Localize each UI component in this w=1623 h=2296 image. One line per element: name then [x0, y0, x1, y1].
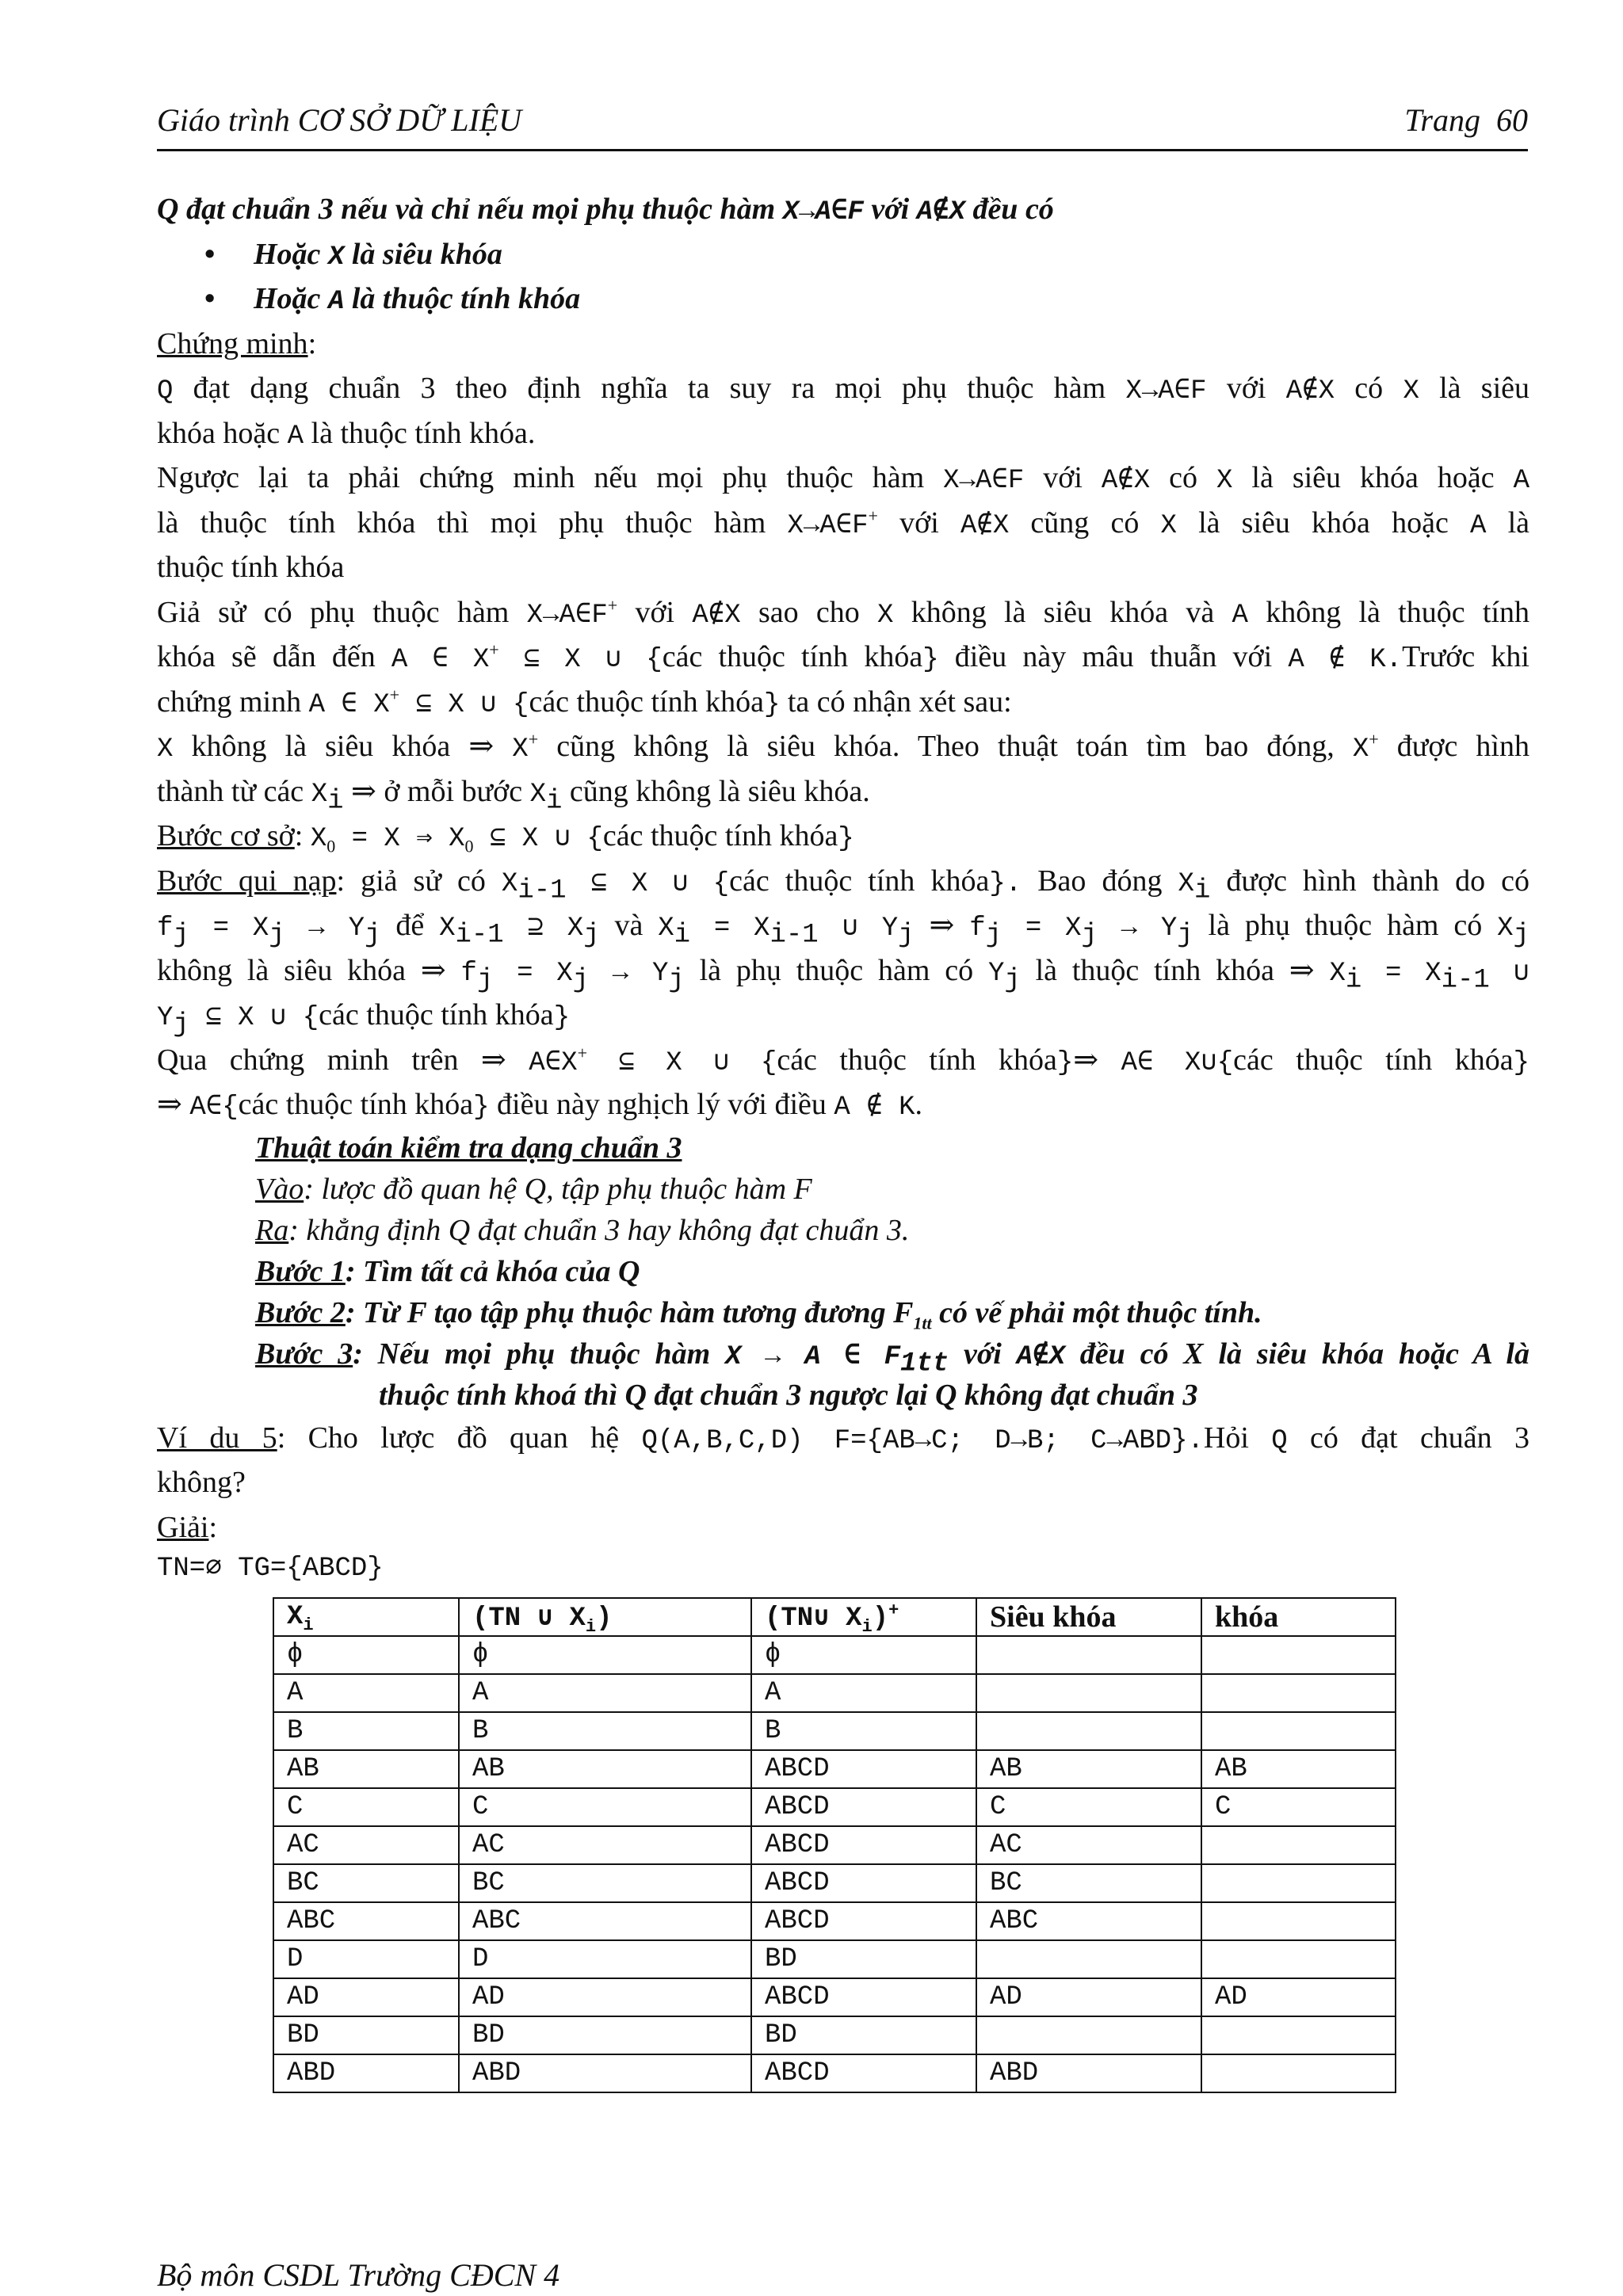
proof-heading: Chứng minh:: [157, 326, 317, 360]
paragraph-line: thành từ các $X_i$ ⇒ ở mỗi bước $X_i$ cũng không là siêu khóa.: [157, 774, 870, 817]
bullet-icon: •: [204, 237, 216, 271]
col-header: khóa: [1201, 1598, 1396, 1636]
page-footer: Bộ môn CSDL Trường CĐCN 4: [157, 2257, 560, 2293]
table-cell: C: [273, 1788, 459, 1826]
table-cell: [1201, 1636, 1396, 1674]
table-cell: B: [459, 1712, 751, 1750]
table-cell: AB: [1201, 1750, 1396, 1788]
table-cell: BC: [976, 1864, 1201, 1902]
table-cell: AC: [976, 1826, 1201, 1864]
table-cell: ABCD: [751, 1788, 976, 1826]
table-row: [273, 1712, 1396, 1750]
bullet-item: • Hoặc X là siêu khóa: [157, 232, 1529, 277]
col-header: (TN ∪ $X_i$): [459, 1598, 751, 1636]
table-row: [273, 1940, 1396, 1978]
algorithm-step-2: Bước 2: Từ F tạo tập phụ thuộc hàm tương đương $F_{1tt}$ có vế phải một thuộc tính.: [255, 1295, 1262, 1333]
table-cell: B: [751, 1712, 976, 1750]
table-cell: AD: [459, 1978, 751, 2016]
table-cell: [1201, 1902, 1396, 1940]
table-cell: ABCD: [751, 1902, 976, 1940]
table-cell: ϕ: [273, 1636, 459, 1674]
page-header: [157, 101, 1528, 151]
table-row: [273, 1978, 1396, 2016]
table-cell: A: [751, 1674, 976, 1712]
paragraph-line: Ngược lại ta phải chứng minh nếu mọi phụ thuộc hàm X→A∈F với A∉X có X là siêu khóa hoặc A: [157, 461, 1529, 496]
table-row: [273, 1674, 1396, 1712]
table-cell: ABC: [976, 1902, 1201, 1940]
theorem-statement: Q đạt chuẩn 3 nếu và chỉ nếu mọi phụ thuộc hàm X→A∈F với A∉X đều có: [157, 193, 1054, 227]
algorithm-step-3-cont: thuộc tính khoá thì Q đạt chuẩn 3 ngược lại Q không đạt chuẩn 3: [379, 1378, 1198, 1412]
table-cell: C: [976, 1788, 1201, 1826]
table-cell: AC: [273, 1826, 459, 1864]
table-cell: ϕ: [459, 1636, 751, 1674]
table-cell: AC: [459, 1826, 751, 1864]
table-cell: [1201, 2016, 1396, 2054]
col-header: (TN∪ $X_i)^+$: [751, 1598, 976, 1636]
table-row: [273, 1636, 1396, 1674]
table-cell: [976, 1636, 1201, 1674]
tn-tg-line: TN=∅ TG={ABCD}: [157, 1554, 384, 1584]
algorithm-output: Ra: khẳng định Q đạt chuẩn 3 hay không đạt chuẩn 3.: [255, 1213, 910, 1247]
col-header: $X_i$: [273, 1598, 459, 1636]
solution-heading: Giải:: [157, 1510, 217, 1544]
table-row: [273, 1826, 1396, 1864]
table-cell: [1201, 1940, 1396, 1978]
table-cell: AB: [976, 1750, 1201, 1788]
table-cell: [976, 1712, 1201, 1750]
col-header: Siêu khóa: [976, 1598, 1201, 1636]
table-cell: ABD: [976, 2054, 1201, 2092]
table-cell: BD: [751, 2016, 976, 2054]
algorithm-step-3: Bước 3: Nếu mọi phụ thuộc hàm X → A ∈ $F_{1tt}$ với A∉X đều có X là siêu khóa hoặc A là: [255, 1337, 1529, 1375]
table-cell: [1201, 1674, 1396, 1712]
table-cell: C: [459, 1788, 751, 1826]
table-cell: [976, 2016, 1201, 2054]
induction-step: Bước qui nạp: giả sử có $X_{i-1}$ ⊆ X ∪ {các thuộc tính khóa}. Bao đóng $X_i$ được hình thành do có: [157, 864, 1529, 903]
algorithm-step-1: Bước 1: Tìm tất cả khóa của Q: [255, 1254, 640, 1288]
table-cell: ABCD: [751, 1826, 976, 1864]
table-cell: BC: [459, 1864, 751, 1902]
table-cell: [1201, 1864, 1396, 1902]
table-cell: BD: [459, 2016, 751, 2054]
paragraph-line: khóa sẽ dẫn đến A ∈ X+ ⊆ X ∪ {các thuộc tính khóa} điều này mâu thuẫn với A ∉ K.Trước khi: [157, 639, 1529, 675]
table-cell: [976, 1674, 1201, 1712]
table-cell: B: [273, 1712, 459, 1750]
example-line: Ví du 5: Cho lược đồ quan hệ Q(A,B,C,D) F={AB→C; D→B; C→ABD}.Hỏi Q có đạt chuẩn 3: [157, 1421, 1529, 1456]
paragraph-line: thuộc tính khóa: [157, 551, 345, 584]
algorithm-input: Vào: lược đồ quan hệ Q, tập phụ thuộc hàm F: [255, 1172, 812, 1206]
paragraph-line: $f_j = X_j \to Y_j$ để $X_{i-1}$ ⊇ $X_j$ và $X_i = X_{i-1}$ ∪ $Y_j$ ⇒ $f_j = X_j \to Y_j$ là phụ thuộc hàm có $X_j$: [157, 909, 1529, 948]
table-cell: [1201, 2054, 1396, 2092]
conclusion-line: ⇒ A∈{các thuộc tính khóa} điều này nghịch lý với điều A ∉ K.: [157, 1088, 922, 1123]
table-cell: AD: [976, 1978, 1201, 2016]
table-cell: BC: [273, 1864, 459, 1902]
table-cell: AB: [273, 1750, 459, 1788]
algorithm-title: Thuật toán kiểm tra dạng chuẩn 3: [255, 1131, 682, 1165]
table-cell: ABD: [459, 2054, 751, 2092]
paragraph-line: khóa hoặc A là thuộc tính khóa.: [157, 416, 536, 452]
paragraph-line: không là siêu khóa ⇒ $f_j = X_j \to Y_j$ là phụ thuộc hàm có $Y_j$ là thuộc tính khóa ⇒ $X_i = X_{i-1}$ ∪: [157, 953, 1529, 993]
table-cell: D: [459, 1940, 751, 1978]
table-header-row: [273, 1598, 1396, 1636]
table-row: [273, 2054, 1396, 2092]
table-cell: ABCD: [751, 1750, 976, 1788]
table-cell: AB: [459, 1750, 751, 1788]
table-cell: ABCD: [751, 1864, 976, 1902]
example-line: không?: [157, 1466, 246, 1499]
conclusion-line: Qua chứng minh trên ⇒ A∈X+ ⊆ X ∪ {các thuộc tính khóa}⇒ A∈ X∪{các thuộc tính khóa}: [157, 1042, 1529, 1078]
table-cell: [976, 1940, 1201, 1978]
bullet-item: • Hoặc A là thuộc tính khóa: [157, 277, 1529, 322]
header-title: Giáo trình CƠ SỞ DỮ LIỆU: [157, 102, 522, 138]
paragraph-line: Giả sử có phụ thuộc hàm X→A∈F+ với A∉X sao cho X không là siêu khóa và A không là thuộc tính: [157, 594, 1529, 631]
paragraph-line: Q đạt dạng chuẩn 3 theo định nghĩa ta suy ra mọi phụ thuộc hàm X→A∈F với A∉X có X là siêu: [157, 372, 1529, 406]
bullet-icon: •: [204, 282, 216, 315]
table-row: [273, 1788, 1396, 1826]
paragraph-line: là thuộc tính khóa thì mọi phụ thuộc hàm X→A∈F+ với A∉X cũng có X là siêu khóa hoặc A là: [157, 505, 1529, 541]
paragraph-line: chứng minh A ∈ X+ ⊆ X ∪ {các thuộc tính khóa} ta có nhận xét sau:: [157, 684, 1012, 720]
paragraph-line: X không là siêu khóa ⇒ X+ cũng không là siêu khóa. Theo thuật toán tìm bao đóng, X+ được hình: [157, 729, 1529, 765]
table-cell: [1201, 1826, 1396, 1864]
base-step: Bước cơ sở: $X_0 = X$ ⇒ $X_0$ ⊆ X ∪ {các thuộc tính khóa}: [157, 819, 854, 856]
table-cell: AD: [1201, 1978, 1396, 2016]
table-cell: BD: [273, 2016, 459, 2054]
table-row: [273, 2016, 1396, 2054]
table-cell: ABCD: [751, 1978, 976, 2016]
table-cell: D: [273, 1940, 459, 1978]
closure-table: [273, 1597, 1396, 2093]
table-cell: C: [1201, 1788, 1396, 1826]
table-row: [273, 1864, 1396, 1902]
table-cell: A: [273, 1674, 459, 1712]
header-page: Trang 60: [1404, 102, 1528, 138]
page-content: [157, 187, 1529, 1588]
table-cell: A: [459, 1674, 751, 1712]
paragraph-line: $Y_j$ ⊆ X ∪ {các thuộc tính khóa}: [157, 998, 571, 1040]
table-cell: ABC: [273, 1902, 459, 1940]
table-cell: ABC: [459, 1902, 751, 1940]
table-cell: ABCD: [751, 2054, 976, 2092]
table-row: [273, 1902, 1396, 1940]
table-cell: ABD: [273, 2054, 459, 2092]
table-cell: AD: [273, 1978, 459, 2016]
table-cell: ϕ: [751, 1636, 976, 1674]
table-cell: BD: [751, 1940, 976, 1978]
table-cell: [1201, 1712, 1396, 1750]
table-row: [273, 1750, 1396, 1788]
